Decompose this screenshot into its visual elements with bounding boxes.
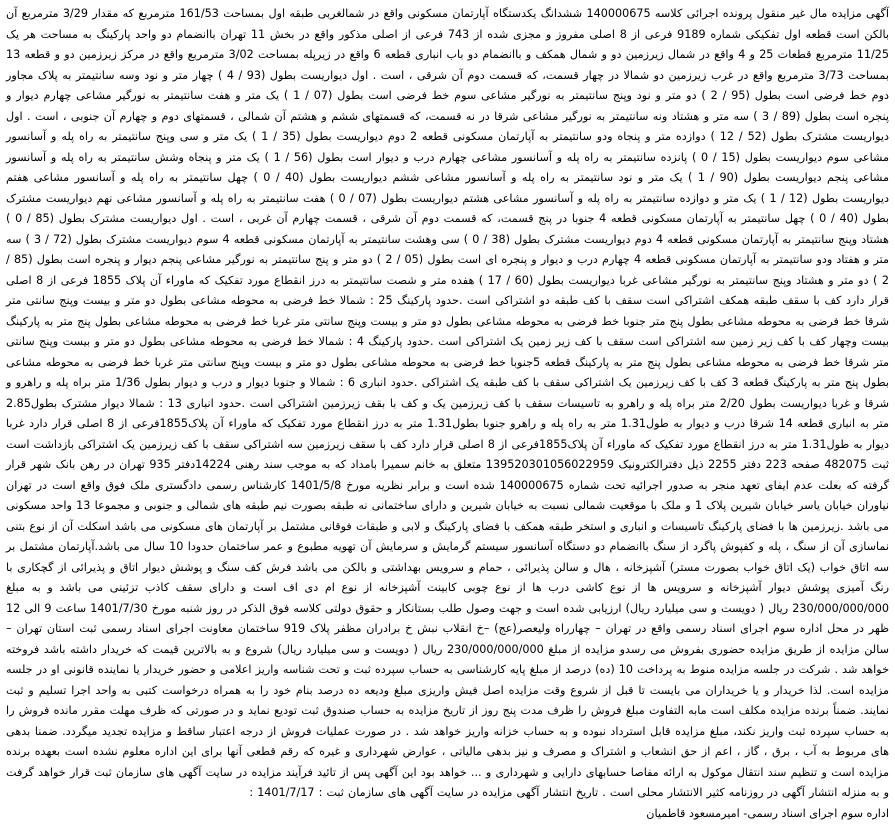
notice-signature: اداره سوم اجرای اسناد رسمی- امیرمسعود قاطمیان — [646, 806, 889, 820]
auction-notice-body: آگهی مزایده مال غیر منقول پرونده اجرائی کلاسه 140000675 ششدانگ یکدستگاه آپارتمان مسکونی واقع در شمالغربی طبقه اول بمساحت 161/53 مترمربع که مقدار 3/29 مترمربع آن بالکن است قطعه اول تفکیکی شماره 9189 فرعی از 8 اصلی مفروز و مجزی شده از 743 فرعی از اصلی مذکور واقع در بخش 11 تهران باانضمام دو واحد پارکینگ به مساحت هر یک 11/25 مترمربع قطعات 25 و 4 واقع در شمال زیرزمین دو و شمال همکف و باانضمام دو باب انباری قطعه 6 واقع در زیرپله بمساحت 3/02 مترمربع واقع در مرکز زیرزمین دو و قطعه 13 بمساحت 3/73 مترمربع واقع در غرب زیرزمین دو شمالا در چهار قسمت، که قسمت دوم آن شرقی ، است . اول دیواریست بطول (93 / 4 ) چهار متر و نود وسه سانتیمتر به پلاک مجاور دوم خط فرضی است بطول (95 / 2 ) دو متر و نود وپنج سانتیمتر به نورگیر مشاعی سوم خط فرضی است بطول (07 / 1 ) یک متر و هفت سانتیمتر به نورگیر مشاعی چهارم دیوار و پنجره است بطول (89 / 3 ) سه متر و هشتاد ونه سانتیمتر به نورگیر مشاعی شرقا در نه قسمت، که قسمتهای ششم و هشتم آن شمالی ، قسمتهای دوم و چهارم آن جنوبی ، است . اول دیواریست مشترک بطول (52 / 12 ) دوازده متر و پنجاه ودو سانتیمتر به آپارتمان مسکونی قطعه 2 دوم دیواریست بطول (35 / 1 ) یک متر و سی وپنج سانتیمتر به راه پله و آسانسور مشاعی سوم دیواریست بطول (15 / 0 ) پانزده سانتیمتر به راه پله و آسانسور مشاعی چهارم درب و دیوار است بطول (56 / 1 ) یک متر و پنجاه وشش سانتیمتر به راه پله و آسانسور مشاعی پنجم دیواریست بطول (90 / 1 ) یک متر و نود سانتیمتر به راه پله و آسانسور مشاعی ششم دیواریست بطول (40 / 0 ) چهل سانتیمتر به راه پله و آسانسور مشاعی هفتم دیواریست بطول (12 / 1 ) یک متر و دوازده سانتیمتر به راه پله و آسانسور مشاعی هشتم دیواریست بطول (07 / 0 ) هفت سانتیمتر به راه پله و آسانسور مشاعی نهم دیواریست مشترک بطول (40 / 0 ) چهل سانتیمتر به آپارتمان مسکونی قطعه 4 جنوبا در پنج قسمت، که قسمت دوم آن شرقی ، قسمت چهارم آن غربی ، است . اول دیواریست مشترک بطول (85 / 0 ) هشتاد وپنج سانتیمتر به آپارتمان مسکونی قطعه 4 دوم دیواریست مشترک بطول (38 / 0 ) سی وهشت سانتیمتر به آپارتمان مسکونی قطعه 4 سوم دیواریست مشترک بطول (72 / 3 ) سه متر و هفتاد ودو سانتیمتر به آپارتمان مسکونی قطعه 4 چهارم درب و دیوار و پنجره ای است بطول (05 / 2 ) دو متر و پنج سانتیمتر به نورگیر مشاعی پنجم دیوار و پنجره است بطول (85 / 2 ) دو متر و هشتاد وپنج سانتیمتر به نورگیر مشاعی غربا دیواریست بطول (60 / 17 ) هفده متر و شصت سانتیمتر به درز انقطاع مورد تفکیک که ماوراء آن پلاک 1855 فرعی از 8 اصلی قرار دارد کف با سقف طبقه همکف اشتراکی است سقف با کف طبقه دو اشتراکی است .حدود پارکینگ 25 : شمالا خط فرضی به محوطه مشاعی بطول دو متر و بیست وپنج سانتی متر شرقا خط فرضی به محوطه مشاعی بطول پنج متر جنوبا خط فرضی به محوطه مشاعی بطول دو متر و بیست وپنج سانتی متر غربا خط فرضی به محوطه مشاعی بطول پنج متر به پارکینگ بیست وچهار کف با کف زیر زمین سه اشتراکی است سقف با کف زیر زمین یک اشتراکی است .حدود پارکینگ 4 : شمالا خط فرضی به محوطه مشاعی بطول دو متر و بیست وپنج سانتی متر شرقا خط فرضی به محوطه مشاعی بطول پنج متر به پارکینگ قطعه 5جنوبا خط فرضی به محوطه مشاعی بطول دو متر و بیست وپنج سانتی متر غربا خط فرضی به محوطه مشاعی بطول پنج متر به پارکینگ قطعه 3 کف با کف زیرزمین یک اشتراکی سقف با کف طبقه یک اشتراکی .حدود انباری 6 : شمالا و جنوبا دیوار و درب و دیوار بطول 1/36 متر براه پله و راهرو و شرقا و غربا دیواریست بطول 2/20 متر براه پله و راهرو به تاسیسات سقف با کف زیرزمین یک و کف با بقف زیرزمین اشتراکی است .حدود انباری 13 : شمالا دیوار مشترک بطول2.85 متر به انباری قطعه 14 شرقا درب و دیوار به طول1.31 متر به راه پله و راهرو جنوبا بطول1.31 متر به درز انقطاع مورد تفکیک که ماوراء آن پلاک1855فرعی از 8 اصلی قرار دارد غربا دیوار به طول1.31 متر به درز انقطاع مورد تفکیک که ماوراء آن پلاک1855فرعی از 8 اصلی قرار دارد کف با سقف زیرزمین سه اشتراکی سقف با کف زیرزمین یک اشتراکی بازداشت است ثبت 482075 صفحه 223 دفتر 2255 ذیل دفترالکترونیک 139520301056022959 متعلق به خانم سمیرا بامداد که به موجب سند رهنی 14224دفتر 935 تهران در رهن بانک شهر قرار گرفته که بعلت عدم ایفای تعهد منجر به صدور اجرائیه تحت شماره 140000675 شده است و برابر نظریه مورخ 1401/5/8 کارشناس رسمی دادگستری ملک فوق واقع است در تهران نیاوران خیابان یاسر خیابان شیرین پلاک 1 و ملک با موقعیت شمالی نسبت به خیابان شیرین و دارای ساختمانی نه طبقه بصورت نیم طبقه های شمالی و جنوبی و مجموعا 13 واحد مسکونی می باشد .زیرزمین ها با فضای پارکینگ تاسیسات و انباری و استخر طبقه همکف با فضای پارکینگ و لابی و طبقات فوقانی مشتمل بر آپارتمان های مسکونی می باشد اسکلت آن از نوع بتنی نماسازی آن از سنگ ، پله و کفپوش پاگرد از سنگ باانضمام دو دستگاه آسانسور سیستم گرمایش و سرمایش آن تهویه مطبوع و عمر ساختمان حدودا 10 سال می باشد.آپارتمان مشتمل بر سه اتاق خواب (یک اتاق خواب بصورت مستر) آشپزخانه ، هال و سالن پذیرائی ، حمام و سرویس بهداشتی و بالکن می باشد فرش کف سنگ و پوشش دیوار اتاق و پذیرائی از گچکاری با رنگ آمیزی پوشش دیوار آشپزخانه و سرویس ها از نوع کاشی درب ها از نوع چوبی کابینت آشپزخانه از نوع ام دی اف است و دارای سقف کاذب تزئینی می باشد و به مبلغ 230/000/000/000 ریال ( دویست و سی میلیارد ریال) ارزیابی شده است و جهت وصول طلب بستانکار و حقوق دولتی کلاسه فوق الذکر در روز شنبه مورخ 1401/7/30 ساعت 9 الی 12 ظهر در محل اداره سوم اجرای اسناد رسمی واقع در تهران – چهارراه ولیعصر(عج) –خ انقلاب نبش خ برادران مظفر پلاک 919 ساختمان معاونت اجرای اسناد رسمی ثبت استان تهران – سالن مزایده از طریق مزایده حضوری بفروش می رسدو مزایده از مبلغ 230/000/000/000 ریال ( دویست و سی میلیارد ریال) شروع و به بالاترین قیمت که خریدار داشته باشد فروخته خواهد شد . شرکت در جلسه مزایده منوط به پرداخت 10 (ده) درصد از مبلغ پایه کارشناسی به حساب سپرده ثبت و تحت شناسه واریز اعلامی و حضور خریدار یا نماینده قانونی او در جلسه مزایده است. لذا خریدار و یا خریداران می بایست تا قبل از شروع وقت مزایده اصل فیش واریزی مبلغ ودیعه ده درصد بنام خود را به همراه درخواست کتبی به واحد اجرا تسلیم و ثبت نمایند. ضمناً برنده مزایده مکلف است مابه التفاوت مبلغ فروش را ظرف مدت پنج روز از تاریخ مزایده به حساب صندوق ثبت تودیع نماید و در صورتی که ظرف مهلت مقرر مانده فروش را به حساب سپرده ثبت واریز نکند، مبلغ مزایده قابل استرداد نبوده و به حساب خزانه واریز خواهد شد . در صورت عملیات فروش از درجه اعتبار ساقط و مزایده تجدید میگردد. ضمنا بدهی های مربوط به آب ، برق ، گاز ، اعم از حق انشعاب و اشتراک و مصرف و نیز بدهی مالیاتی ، عوارض شهرداری و غیره که رقم قطعی آنها برای این اداره معلوم نشده است بعهده برنده مزایده است و تنظیم سند انتقال موکول به ارائه مفاصا حسابهای دارایی و شهرداری و ... خواهد بود این آگهی پس از تائید فرآیند مزایده در سایت آگهی های سازمان ثبت قرار خواهد گرفت و به منزله انتشار آگهی در روزنامه کثیر الانتشار محلی است . تاریخ انتشار آگهی مزایده در سایت آگهی های سازمان ثبت : 1401/7/17 : — [6, 7, 890, 799]
